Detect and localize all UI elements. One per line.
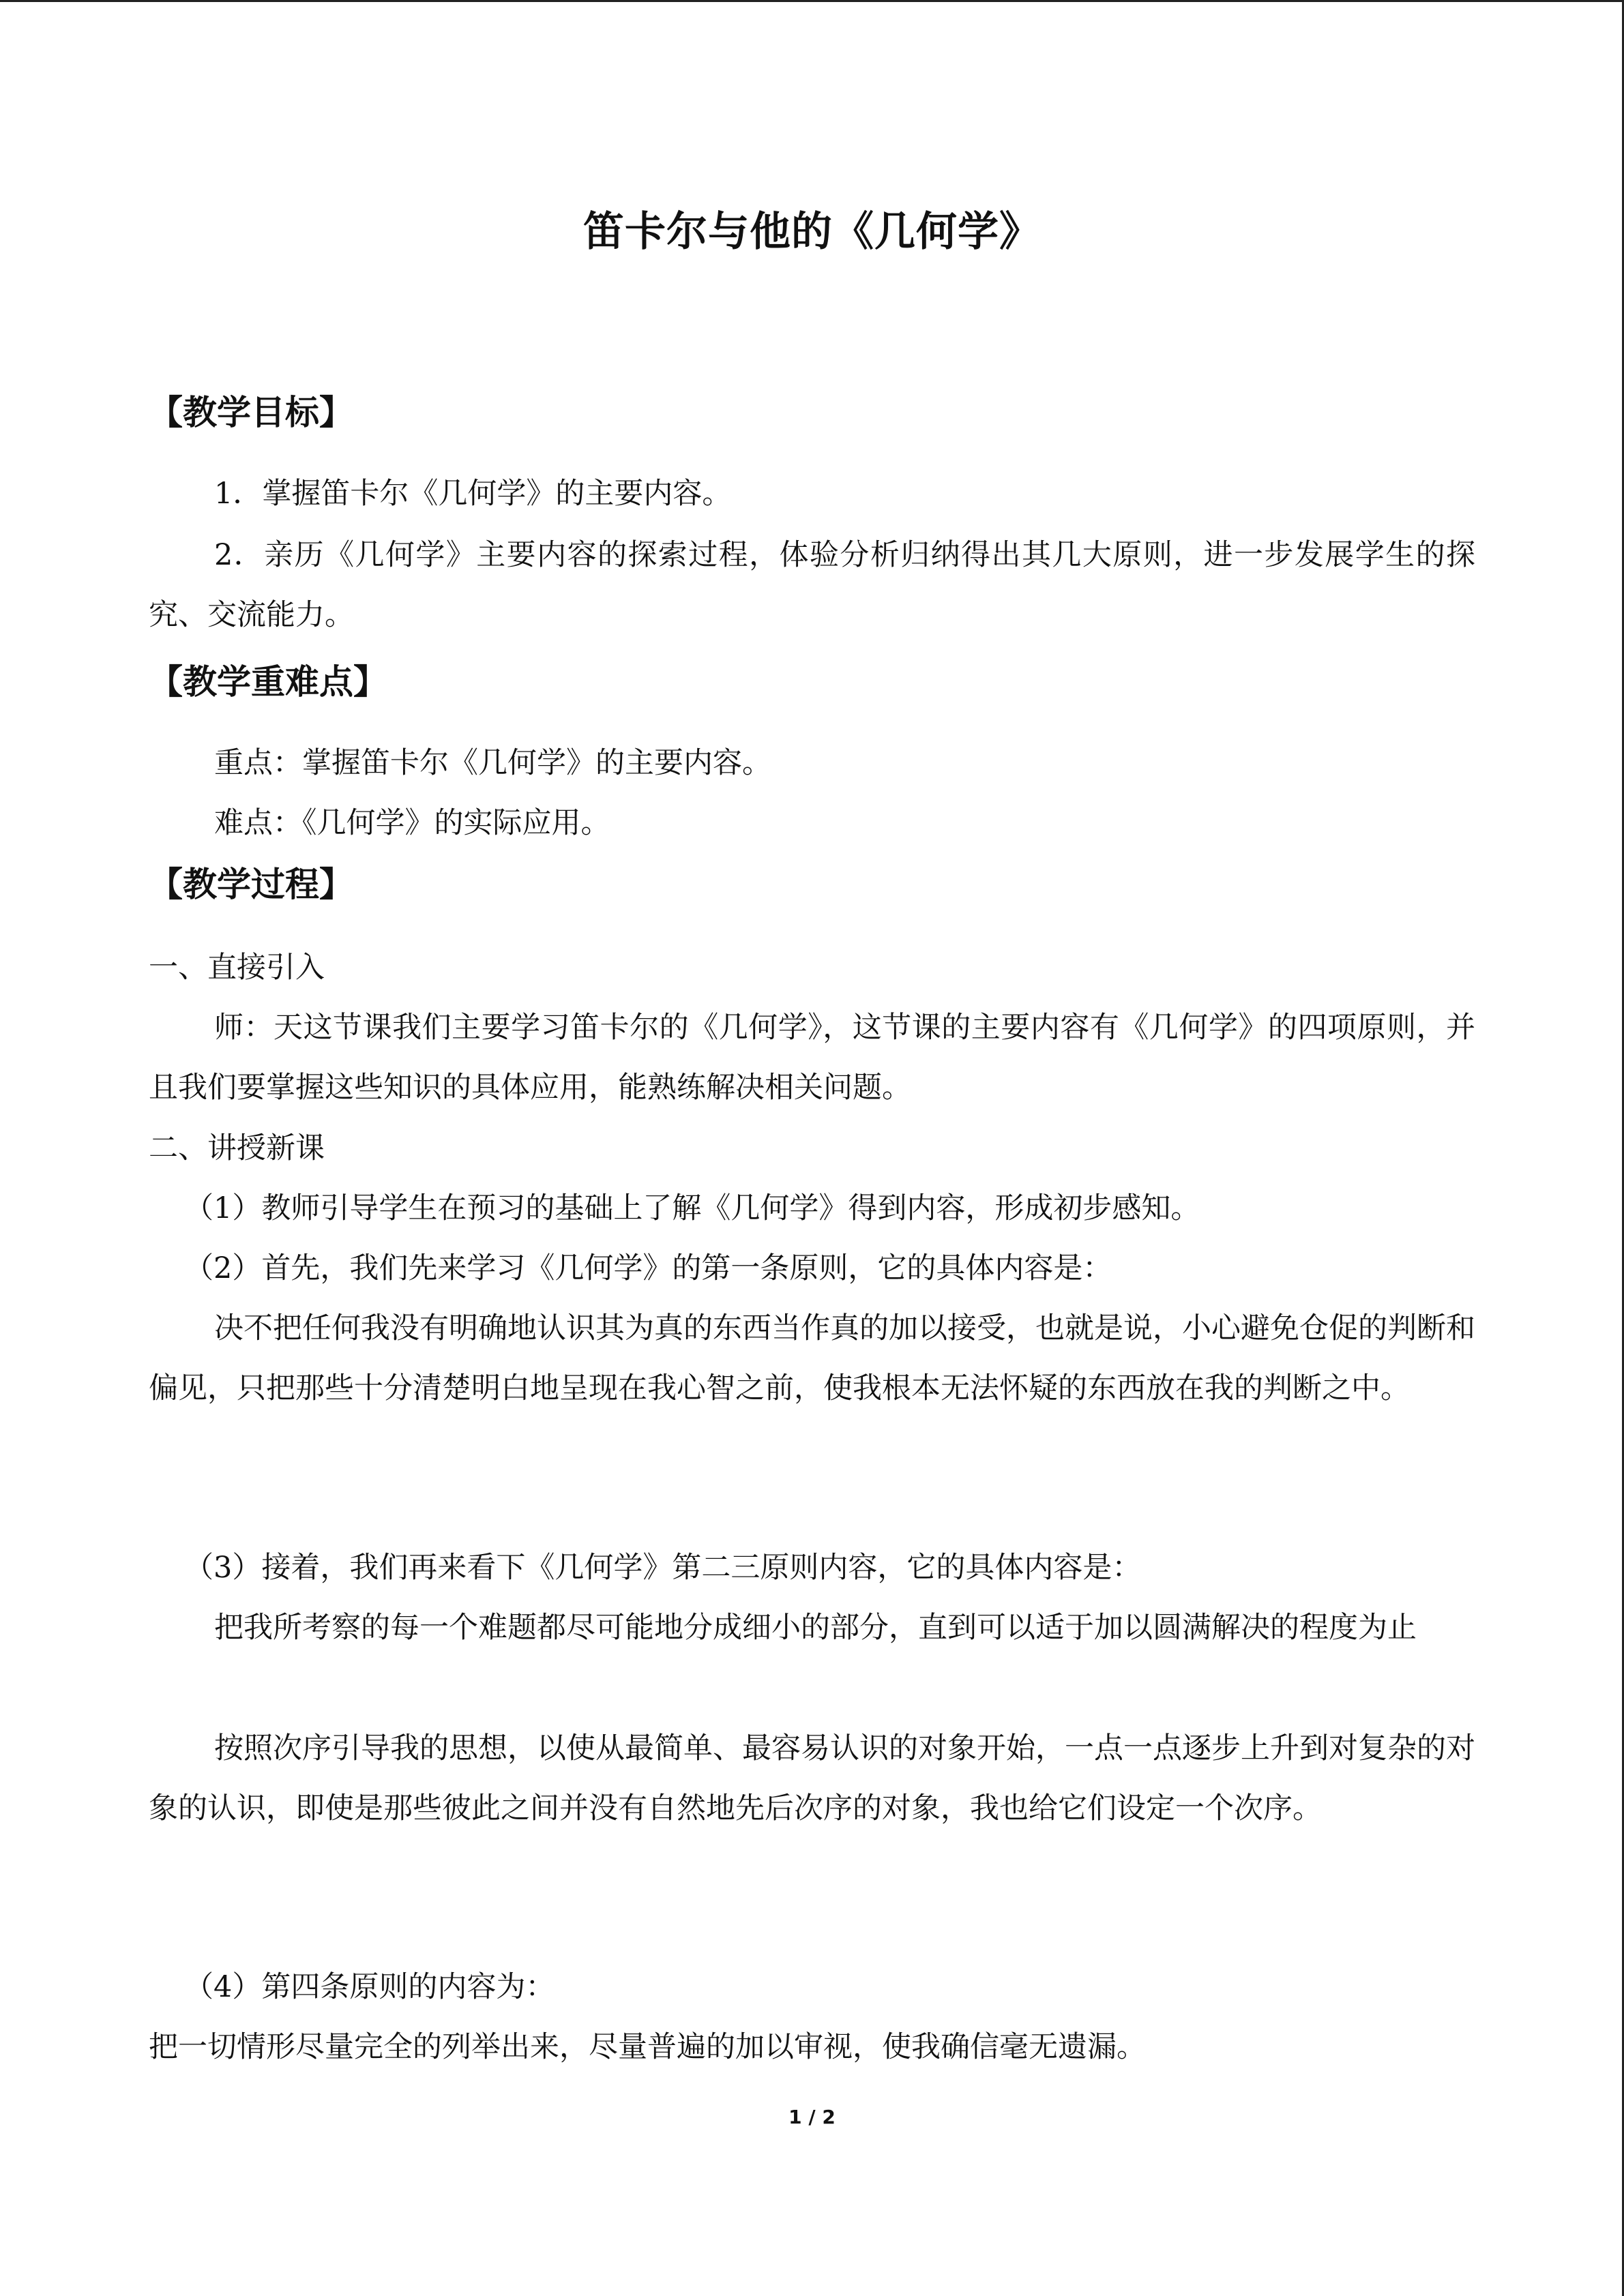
process-part2-title: 二、讲授新课 (149, 1131, 325, 1165)
process-step-1: （1）教师引导学生在预习的基础上了解《几何学》得到内容，形成初步感知。 (184, 1191, 1200, 1225)
objective-item-2: 2．亲历《几何学》主要内容的探索过程，体验分析归纳得出其几大原则，进一步发展学生的探究、交流能力。 (149, 538, 1475, 632)
heading-objectives: 【教学目标】 (149, 393, 353, 432)
heading-process: 【教学过程】 (149, 865, 353, 904)
rule-2-text: 把我所考察的每一个难题都尽可能地分成细小的部分，直到可以适于加以圆满解决的程度为止 (214, 1611, 1417, 1645)
process-part1-title: 一、直接引入 (149, 951, 325, 985)
key-point-difficulty: 难点：《几何学》的实际应用。 (214, 806, 610, 840)
rule-4-text: 把一切情形尽量完全的列举出来，尽量普遍的加以审视，使我确信毫无遗漏。 (149, 2030, 1146, 2064)
process-step-4: （4）第四条原则的内容为： (184, 1970, 555, 2004)
key-point-focus: 重点：掌握笛卡尔《几何学》的主要内容。 (214, 746, 771, 780)
objective-item-1: 1．掌握笛卡尔《几何学》的主要内容。 (214, 477, 732, 511)
page-top-border (0, 0, 1624, 2)
process-step-2: （2）首先，我们先来学习《几何学》的第一条原则，它的具体内容是： (184, 1251, 1112, 1285)
rule-3-text: 按照次序引导我的思想，以使从最简单、最容易认识的对象开始，一点一点逐步上升到对复杂的对象的认识，即使是那些彼此之间并没有自然地先后次序的对象，我也给它们设定一个次序。 (149, 1731, 1475, 1825)
process-part1-text: 师：天这节课我们主要学习笛卡尔的《几何学》，这节课的主要内容有《几何学》的四项原则，并且我们要掌握这些知识的具体应用，能熟练解决相关问题。 (149, 1011, 1475, 1105)
rule-1-text: 决不把任何我没有明确地认识其为真的东西当作真的加以接受，也就是说，小心避免仓促的判断和偏见，只把那些十分清楚明白地呈现在我心智之前，使我根本无法怀疑的东西放在我的判断之中。 (149, 1311, 1475, 1405)
process-step-3: （3）接着，我们再来看下《几何学》第二三原则内容，它的具体内容是： (184, 1551, 1142, 1585)
document-title: 笛卡尔与他的《几何学》 (583, 208, 1041, 256)
page-number: 1 / 2 (788, 2106, 836, 2128)
heading-key-points: 【教学重难点】 (149, 662, 387, 702)
